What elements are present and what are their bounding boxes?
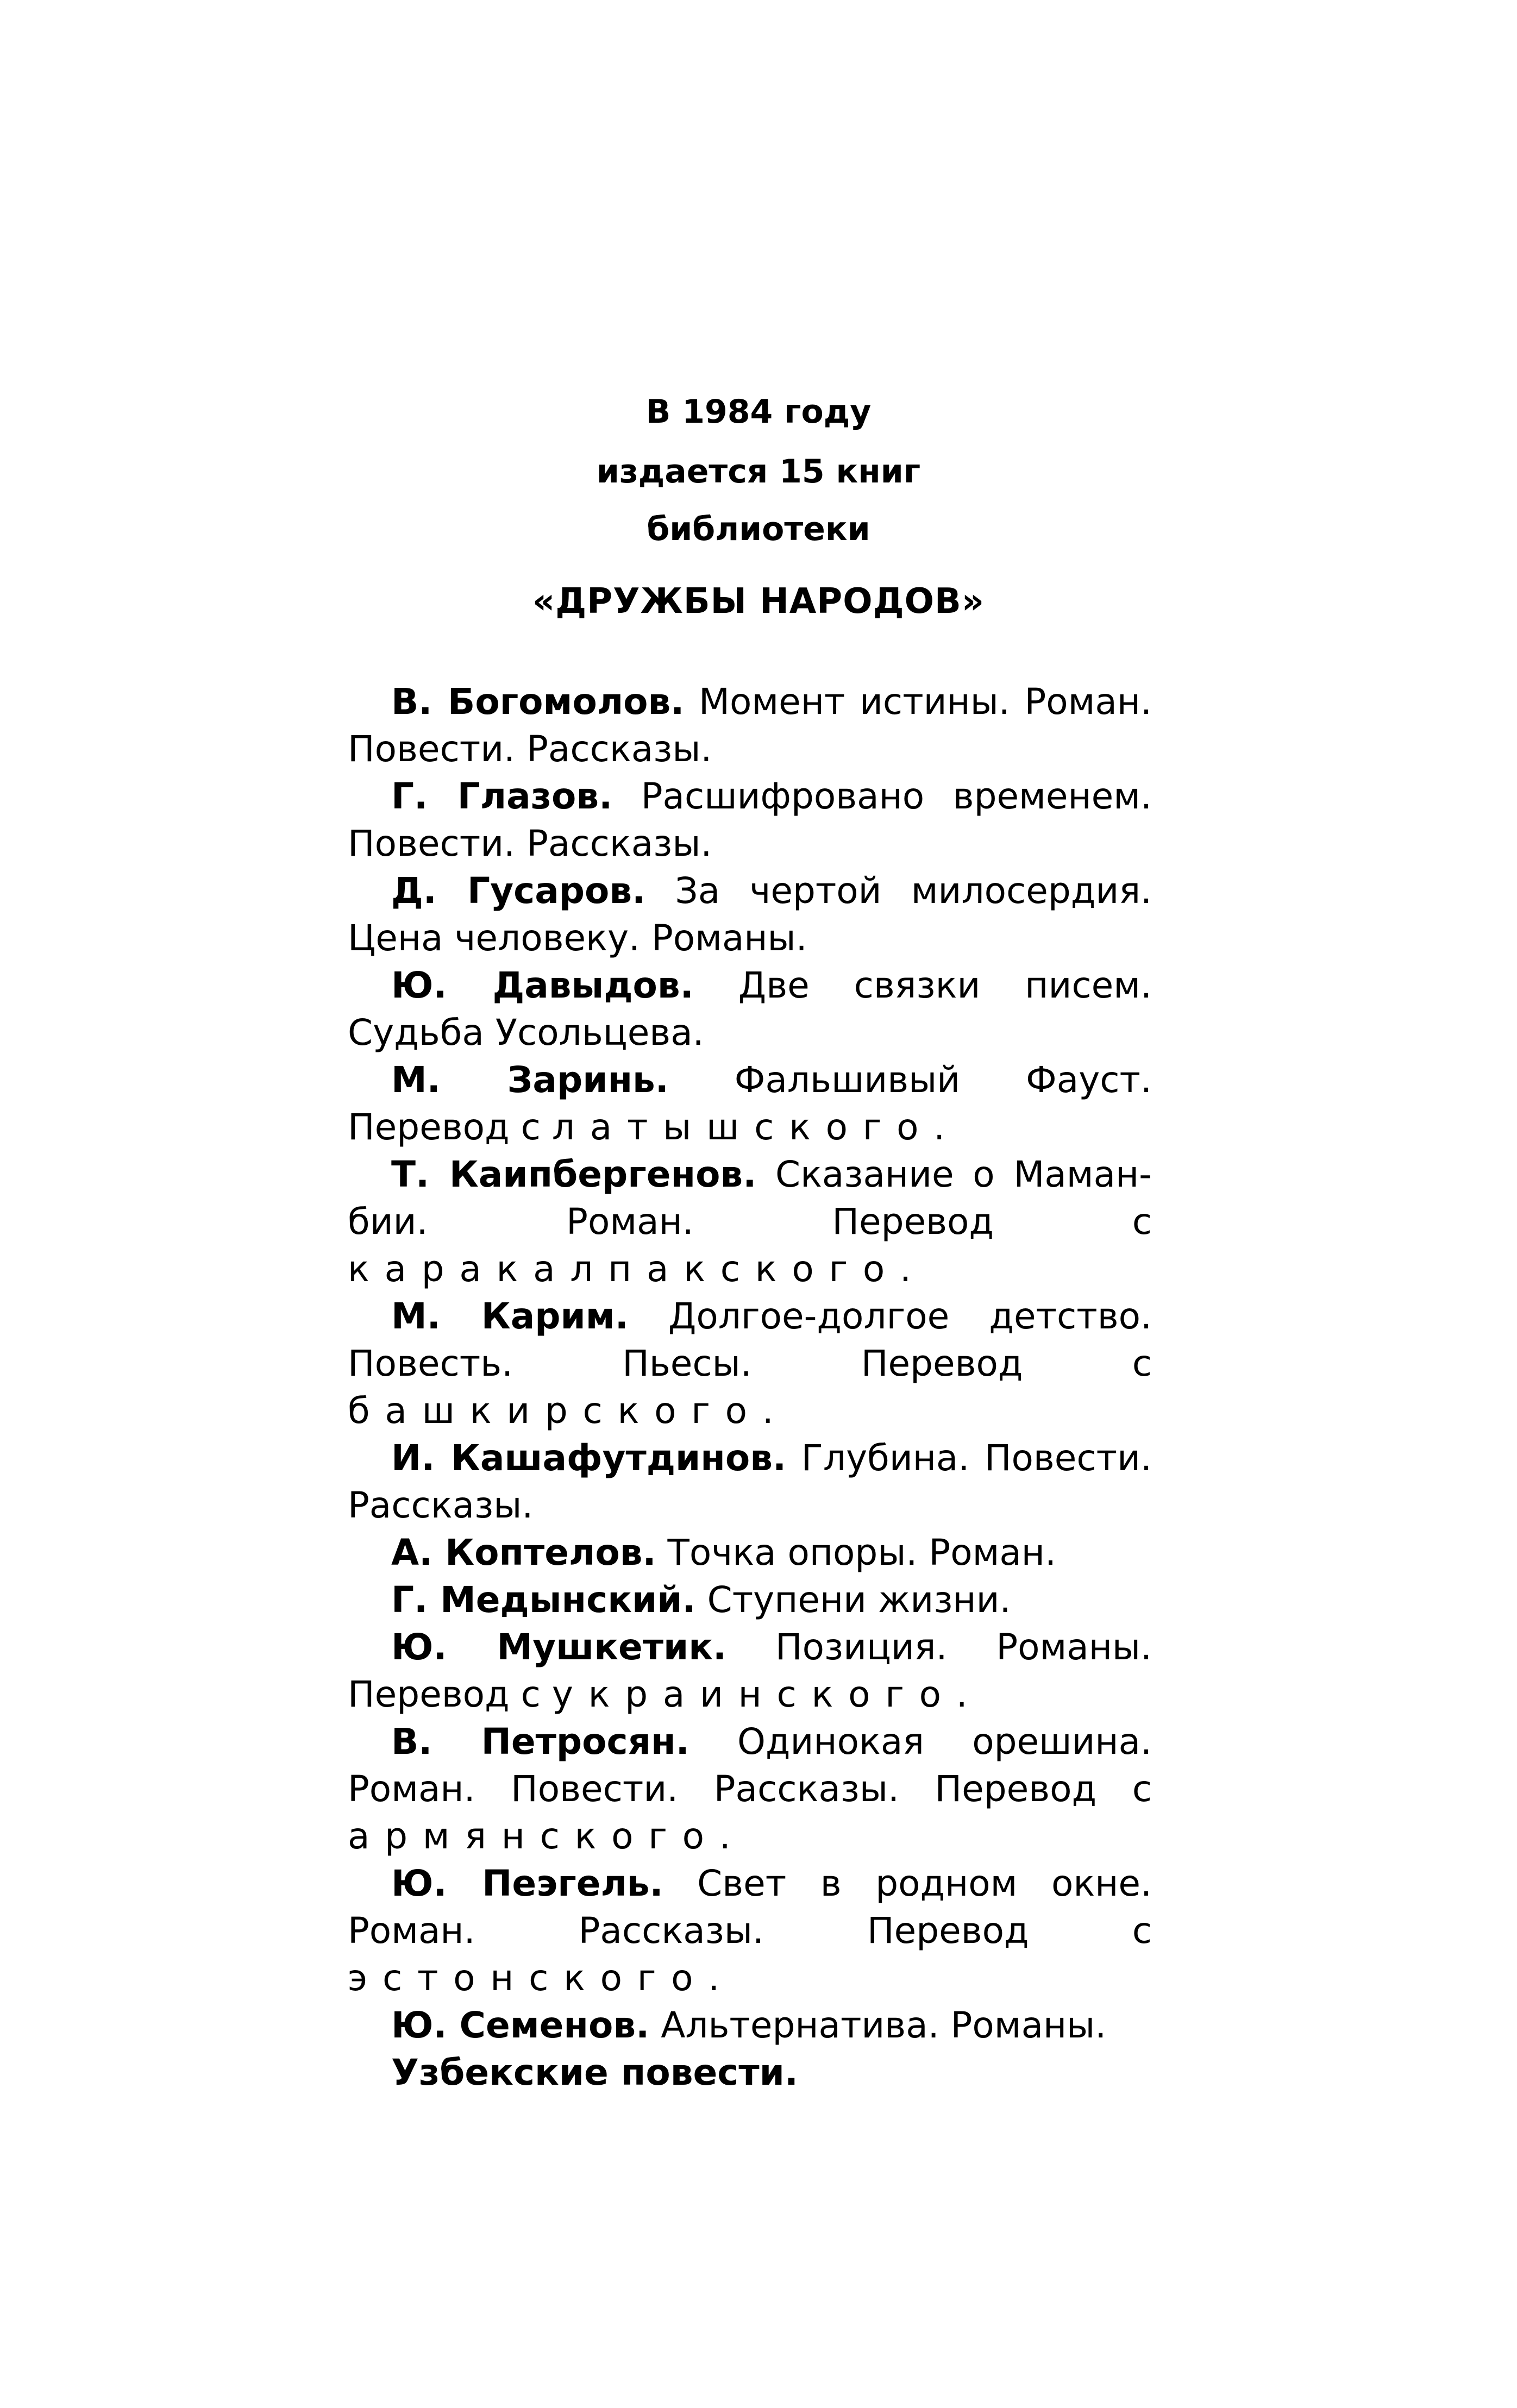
book-entry-karim — [348, 1293, 1152, 1434]
series-title: «ДРУЖБЫ НАРОДОВ» — [532, 581, 985, 622]
book-description: Свет в родном окне. Роман. Рассказы. Перевод с — [348, 1863, 1152, 1952]
book-entry-glazov — [348, 773, 1152, 867]
book-author: Ю. Давыдов. — [391, 964, 694, 1006]
entry-period: . — [708, 1957, 720, 1999]
entry-period: . — [900, 1248, 911, 1290]
book-author: В. Богомолов. — [391, 681, 685, 723]
book-author: Ю. Пеэгель. — [391, 1863, 663, 1904]
entry-period: . — [719, 1815, 731, 1857]
book-author: М. Карим. — [391, 1295, 629, 1337]
book-author: И. Кашафутдинов. — [391, 1437, 787, 1479]
book-description: Две связки писем. Судьба Усольцева. — [348, 964, 1152, 1054]
book-author: Д. Гусаров. — [391, 870, 646, 912]
header-library-line: библиотеки — [647, 510, 870, 548]
book-description: Долгое-долгое детство. Повесть. Пьесы. Перевод с — [348, 1295, 1152, 1384]
book-entry-gusarov — [348, 867, 1152, 962]
translation-language: каракалпакского — [348, 1248, 900, 1290]
book-author: Г. Медынский. — [391, 1579, 696, 1621]
header-year-line: В 1984 году — [645, 393, 872, 431]
book-description: Одинокая орешина. Роман. Повести. Рассказы. Перевод с — [348, 1721, 1152, 1810]
book-description: Расшифровано временем. Повести. Рассказы. — [348, 775, 1152, 864]
book-list — [348, 678, 1152, 2096]
book-description: Альтернатива. Романы. — [649, 2004, 1107, 2046]
book-entry-uzbek-stories: Узбекские повести. — [391, 2052, 798, 2093]
book-description: Фальшивый Фауст. Перевод с — [348, 1059, 1152, 1148]
book-entry-davydov — [348, 962, 1152, 1056]
book-entry-mushketik — [348, 1623, 1152, 1718]
book-entry-peegel — [348, 1860, 1152, 2002]
book-entry-bogomolov — [348, 678, 1152, 773]
book-description: Сказание о Маман-бии. Роман. Перевод с — [348, 1153, 1152, 1243]
book-entry-petrosyan — [348, 1718, 1152, 1860]
book-entry-kaipbergenov — [348, 1151, 1152, 1293]
book-description: Позиция. Романы. Перевод с — [348, 1626, 1152, 1715]
book-author: Ю. Семенов. — [391, 2004, 650, 2046]
book-entry-zarin — [348, 1056, 1152, 1151]
book-author: Г. Глазов. — [391, 775, 613, 817]
entry-period: . — [956, 1673, 968, 1715]
translation-language: украинского — [551, 1673, 956, 1715]
book-author: В. Петросян. — [391, 1721, 689, 1763]
book-entry-kashafutdinov — [348, 1434, 1152, 1529]
entry-period: . — [762, 1390, 774, 1432]
translation-language: башкирского — [348, 1390, 762, 1432]
book-author: М. Заринь. — [391, 1059, 669, 1101]
book-description: Глубина. Повести. Рассказы. — [348, 1437, 1152, 1526]
book-description: Точка опоры. Роман. — [656, 1532, 1056, 1573]
book-entry-semenov — [348, 2002, 1152, 2049]
translation-language: эстонского — [348, 1957, 709, 1999]
book-description: Ступени жизни. — [695, 1579, 1011, 1621]
translation-language: латышского — [551, 1106, 934, 1148]
book-entry-koptelov — [348, 1529, 1152, 1576]
book-description: За чертой милосердия. Цена человеку. Романы. — [348, 870, 1152, 959]
header-count-line: издается 15 книг — [596, 453, 921, 491]
book-entry-medynsky — [348, 1576, 1152, 1623]
book-description: Момент истины. Роман. Повести. Рассказы. — [348, 681, 1152, 770]
entry-period: . — [933, 1106, 945, 1148]
book-author: А. Коптелов. — [391, 1532, 656, 1573]
book-author: Т. Каипбергенов. — [391, 1153, 757, 1195]
book-author: Ю. Мушкетик. — [391, 1626, 727, 1668]
translation-language: армянского — [348, 1815, 719, 1857]
